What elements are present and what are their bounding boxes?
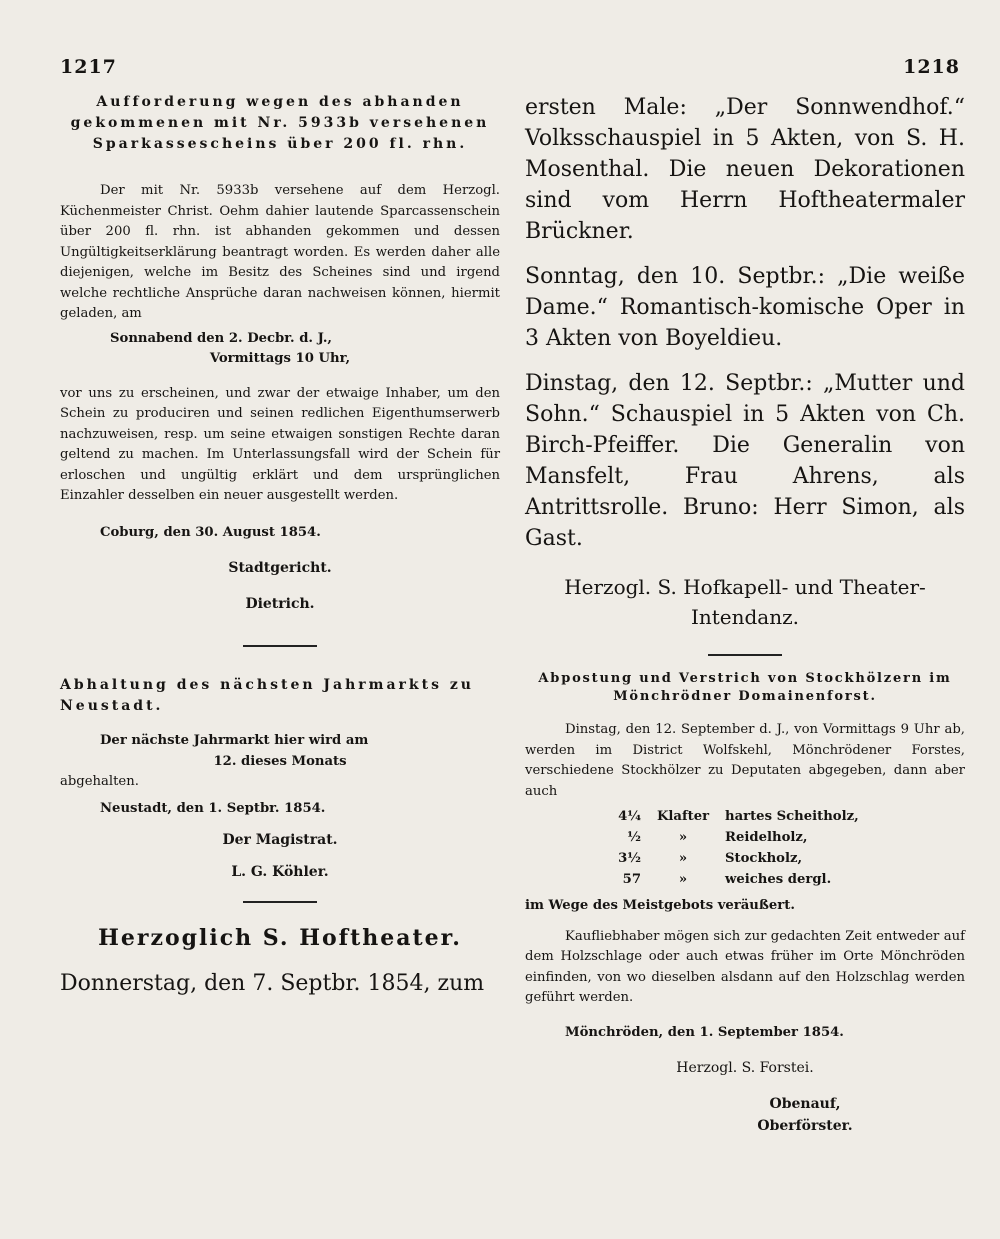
wood-item-row <box>595 869 865 890</box>
notice-signer: Dietrich. <box>245 596 315 612</box>
wood-item-row <box>595 827 865 848</box>
fair-body-line2: 12. dieses Monats <box>213 753 347 769</box>
page-number-right: 1218 <box>903 56 960 78</box>
fair-body-line3: abgehalten. <box>60 774 139 789</box>
wood-item-quantity: 3½ <box>618 851 641 866</box>
page-number-left: 1217 <box>60 56 117 78</box>
wood-items-table <box>595 806 865 890</box>
theater-tuesday: Dinstag, den 12. Septbr.: „Mutter und Sohn.“ Schauspiel in 5 Akten von Ch. Birch-Pfeiffer. Die Generalin von Mansfelt, Frau Ahrens, als Antrittsrolle. Bruno: Herr Simon, als Gast. <box>525 371 965 551</box>
wood-body-2: Kaufliebhaber mögen sich zur gedachten Zeit entweder auf dem Holzschlage oder auch etwas früher im Orte Mönchröden einfinden, von wo dieselben alsdann auf den Holzschlag werden geführt werden. <box>525 928 965 1005</box>
notice-heading-savings-certificate: Aufforderung wegen des abhanden gekommenen mit Nr. 5933b versehenen Sparkassescheins über 200 fl. rhn. <box>70 94 490 152</box>
wood-sale-line: im Wege des Meistgebots veräußert. <box>525 898 795 913</box>
wood-item-row <box>595 848 865 869</box>
notice-body-savings-certificate-2: vor uns zu erscheinen, und zwar der etwaige Inhaber, um den Schein zu produciren und seinen redlichen Eigenthumserwerb nachzuweisen, resp. um seine etwaigen sonstigen Rechte daran geltend zu machen. Im Unterlassungsfall wird der Schein für erloschen und ungültig erklärt und dem ursprünglichen Einzahler desselben ein neuer ausgestellt werden. <box>60 385 500 503</box>
notice-authority: Stadtgericht. <box>228 560 332 576</box>
wood-item-quantity: 57 <box>622 872 641 887</box>
left-column <box>60 92 500 1001</box>
wood-item-description: Reidelholz, <box>725 830 808 845</box>
fair-body-line1: Der nächste Jahrmarkt hier wird am <box>100 733 369 748</box>
wood-item-unit: Klafter <box>656 809 710 824</box>
wood-item-description: weiches dergl. <box>725 872 832 887</box>
wood-signer-title: Oberförster. <box>757 1118 853 1134</box>
wood-place-date: Mönchröden, den 1. September 1854. <box>565 1024 844 1040</box>
wood-item-description: hartes Scheitholz, <box>725 809 859 824</box>
wood-item-quantity: 4¼ <box>618 809 641 824</box>
hearing-date-line: Sonnabend den 2. Decbr. d. J., <box>110 330 332 346</box>
wood-item-quantity: ½ <box>627 830 641 845</box>
notice-body-savings-certificate: Der mit Nr. 5933b versehene auf dem Herzogl. Küchenmeister Christ. Oehm dahier lautende Sparcassenschein über 200 fl. rhn. ist abhanden gekommen und dessen Ungültigkeitserklärung beantragt worden. Es werden daher alle diejenigen, welche im Besitz des Scheines sind und irgend welche rechtliche Ansprüche daran nachweisen können, hiermit geladen, am <box>60 183 500 321</box>
theater-title: Herzoglich S. Hoftheater. <box>98 925 462 951</box>
notice-heading-fair: Abhaltung des nächsten Jahrmarkts zu Neustadt. <box>60 677 474 714</box>
section-divider <box>243 645 317 647</box>
wood-item-row <box>595 806 865 827</box>
fair-place-date: Neustadt, den 1. Septbr. 1854. <box>100 800 326 816</box>
notice-heading-wood: Abpostung und Verstrich von Stockhölzern im Mönchrödner Domainenforst. <box>538 671 952 704</box>
hearing-time-line: Vormittags 10 Uhr, <box>209 351 351 366</box>
right-column <box>525 92 965 1137</box>
wood-signer-name: Obenauf, <box>769 1096 841 1112</box>
section-divider <box>708 654 782 656</box>
wood-item-unit: » <box>678 830 688 845</box>
wood-body: Dinstag, den 12. September d. J., von Vormittags 9 Uhr ab, werden im District Wolfskehl, Mönchrödener Forstes, verschiedene Stockhölzer zu Deputaten abgegeben, dann aber auch <box>525 722 965 799</box>
theater-sunday: Sonntag, den 10. Septbr.: „Die weiße Dame.“ Romantisch-komische Oper in 3 Akten von Boyeldieu. <box>525 264 965 351</box>
wood-item-unit: » <box>678 851 688 866</box>
theater-intendanz: Herzogl. S. Hofkapell- und Theater-Intendanz. <box>564 575 926 629</box>
wood-authority: Herzogl. S. Forstei. <box>676 1060 814 1076</box>
fair-signer: L. G. Köhler. <box>231 864 329 880</box>
notice-place-date: Coburg, den 30. August 1854. <box>100 524 321 540</box>
wood-item-unit: » <box>678 872 688 887</box>
section-divider <box>243 901 317 903</box>
fair-authority: Der Magistrat. <box>222 832 338 848</box>
theater-thursday-continued: ersten Male: „Der Sonnwendhof.“ Volksschauspiel in 5 Akten, von S. H. Mosenthal. Die neuen Dekorationen sind vom Herrn Hoftheatermaler Brückner. <box>525 95 965 244</box>
theater-thursday-start: Donnerstag, den 7. Septbr. 1854, zum <box>60 971 485 996</box>
wood-item-description: Stockholz, <box>725 851 803 866</box>
